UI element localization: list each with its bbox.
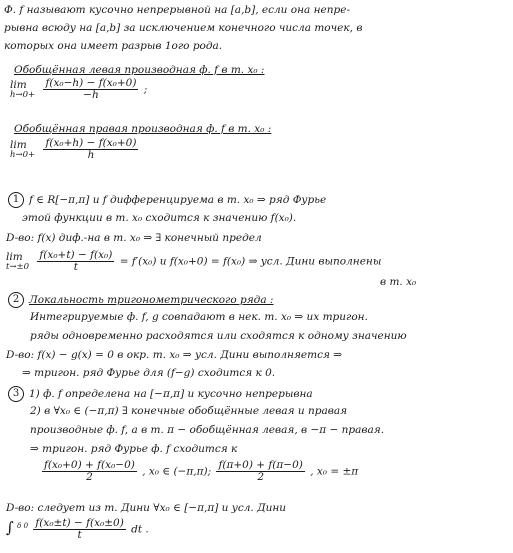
limit-operator: lim h→0+ [10,138,36,160]
left-derivative-fraction: $\frac{\text{f(x₀−h) − f(x₀+0)}}{-h}$ [45,77,137,101]
item-2-title-line: 2 Локальность тригонометрического ряда : [8,292,273,308]
left-derivative-title: Обобщённая левая производная ф. f в т. x₀ : [14,64,265,76]
right-derivative-formula [10,138,140,161]
item-1-line-2: этой функции в т. x₀ сходится к значению f(x₀). [22,212,297,224]
limit-operator: lim h→0+ [10,78,36,100]
left-derivative-formula: lim h→0+ $\frac{\text{f(x₀−h) − f(x₀+0)}}{-h}$ ; [10,77,148,101]
item-number-3: 3 [8,386,24,402]
item-2-line-1: Интегрируемые ф. f, g совпадают в нек. т. x₀ ⇒ их тригон. [30,311,368,323]
item-3-limit-values: $\frac{\text{f(x₀+0) + f(x₀−0)}}{2}$ , x₀ ∈ (−π,π); $\frac{f(\pi+0) + f(\pi-0)}{2}$ , x₀ = ±π [44,459,359,483]
item-3-line-2: 2) в ∀x₀ ∈ (−π,π) ∃ конечные обобщённые левая и правая [30,405,348,417]
difference-quotient: $\frac{\text{f(x₀+t) − f(x₀)}}{t}$ [39,249,113,273]
definition-line-2: рывна всюду на [a,b] за исключением конечного числа точек, в [4,22,363,34]
item-3-line-1: 3 1) ф. f определена на [−π,π] и кусочно непрерывна [8,386,313,402]
dini-integral: ∫ $^{\delta 0}$ $\frac{\text{f(x₀±t) − f(x₀±0)}}{t}$ dt . [6,517,149,541]
one-sided-average-pi: $\frac{f(\pi+0) + f(\pi-0)}{2}$ [218,459,303,483]
item-2-proof-2: ⇒ тригон. ряд Фурье для (f−g) сходится к 0. [22,367,276,379]
item-2-proof-1: D-во: f(x) − g(x) = 0 в окр. т. x₀ ⇒ усл. Дини выполняется ⇒ [6,349,343,361]
integral-sign: ∫ [6,518,14,537]
item-3-line-3: производные ф. f, а в т. π − обобщённая левая, в −π − правая. [30,424,385,436]
dini-integrand: $\frac{\text{f(x₀±t) − f(x₀±0)}}{t}$ [35,517,124,541]
item-number-1: 1 [8,192,24,208]
item-1-proof-3: в т. x₀ [380,276,417,288]
integral-limits: δ 0 [17,522,29,530]
item-1-proof-1: D-во: f(x) диф.-на в т. x₀ ⇒ ∃ конечный предел [6,232,262,244]
item-3-proof-1: D-во: следует из т. Дини ∀x₀ ∈ [−π,π] и усл. Дини [6,502,287,514]
item-2-line-2: ряды одновременно расходятся или сходятся к одному значению [30,330,407,342]
item-1-line-1: 1 f ∈ R[−π,π] и f дифференцируема в т. x₀ ⇒ ряд Фурье [8,192,326,208]
item-1-proof-formula: lim t→±0 $\frac{\text{f(x₀+t) − f(x₀)}}{t}$ = f′(x₀) и f(x₀+0) = f(x₀) ⇒ усл. Дини выполнены [6,249,382,273]
right-derivative-fraction: $\frac{\text{f(x₀+h) − f(x₀+0)}}{h}$ [45,137,137,161]
right-derivative-title: Обобщённая правая производная ф. f в т. x₀ : [14,123,272,135]
item-number-2: 2 [8,292,24,308]
definition-line-1: Ф. f называют кусочно непрерывной на [a,b], если она непре- [4,4,350,16]
definition-line-3: которых она имеет разрыв 1ого рода. [4,40,223,52]
one-sided-average-x0: $\frac{\text{f(x₀+0) + f(x₀−0)}}{2}$ [44,459,135,483]
limit-operator: lim t→±0 [6,250,30,272]
item-3-line-4: ⇒ тригон. ряд Фурье ф. f сходится к [30,443,238,455]
